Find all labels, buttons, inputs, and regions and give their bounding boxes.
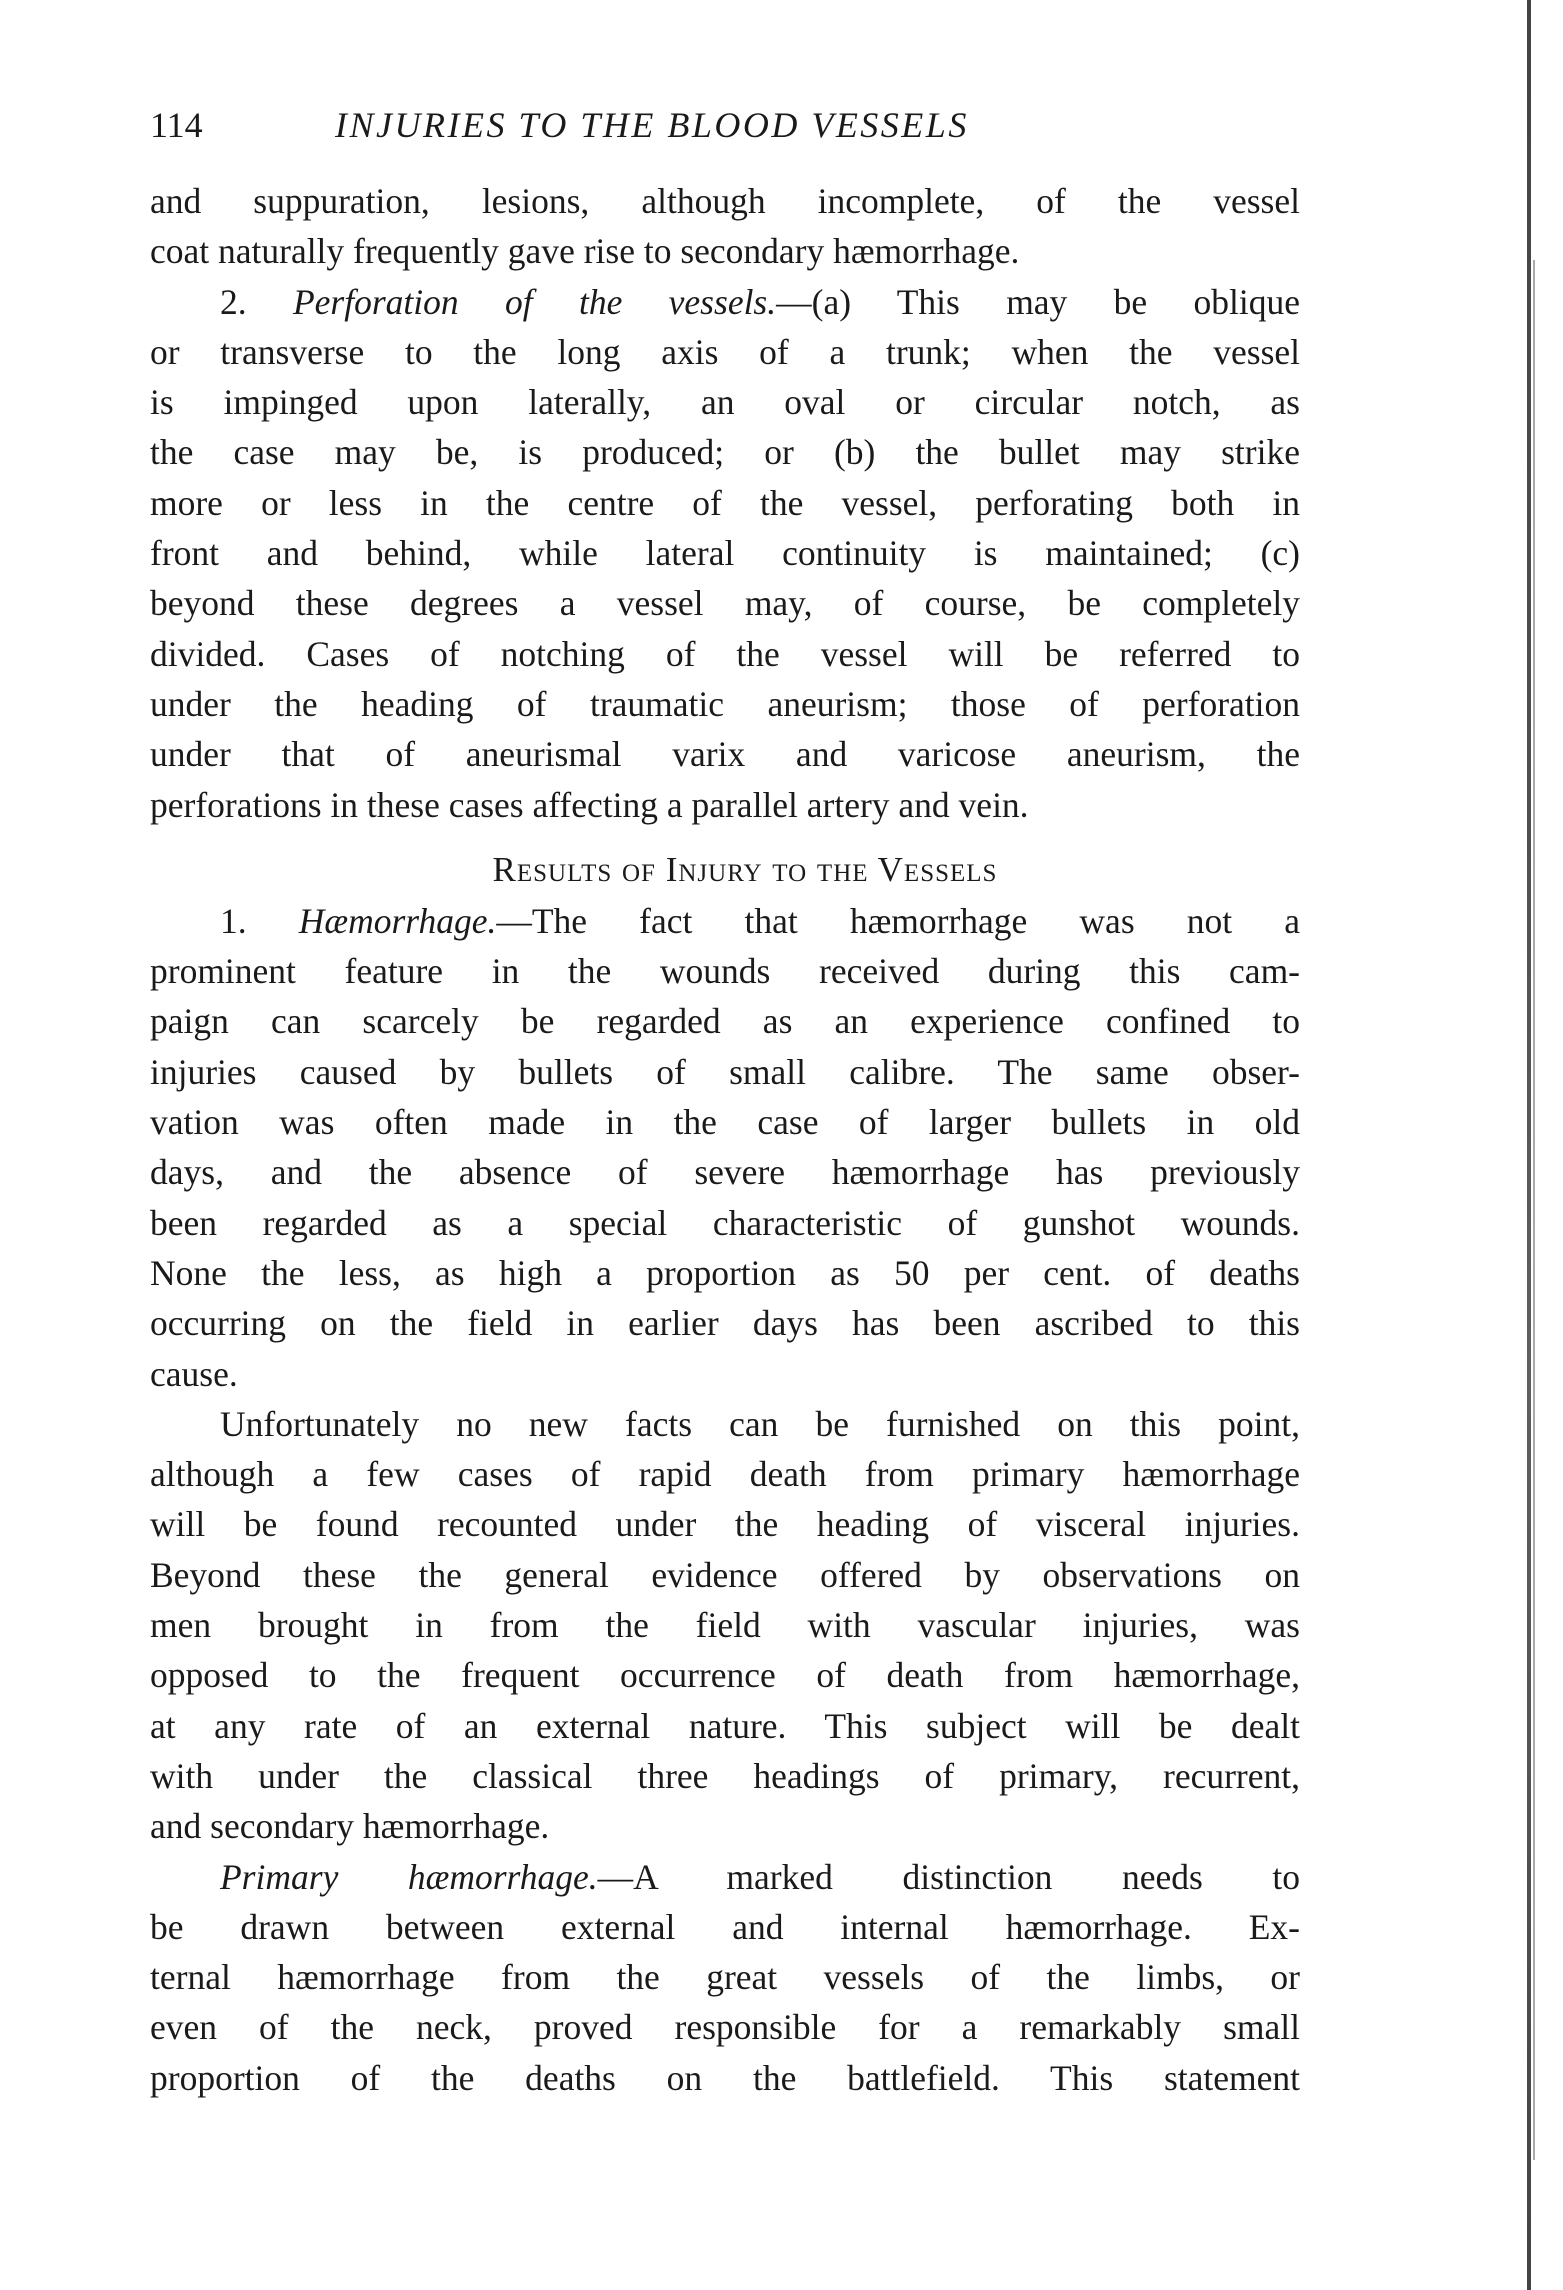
running-head [150, 100, 1300, 150]
text-line: occurring on the field in earlier days has been ascribed to this [150, 1303, 1300, 1344]
italic-lead: Perforation of the vessels. [292, 281, 777, 322]
text-line: the case may be, is produced; or (b) the bullet may strike [150, 432, 1300, 473]
text-line: more or less in the centre of the vessel, perforating both in [150, 482, 1300, 523]
lead-text: —A marked distinction needs to [597, 1856, 1300, 1897]
text-line: and secondary hæmorrhage. [150, 1806, 550, 1847]
list-number: 2. [220, 281, 247, 322]
text-line: at any rate of an external nature. This subject will be dealt [150, 1705, 1300, 1746]
text-line: will be found recounted under the heading of visceral injuries. [150, 1504, 1300, 1545]
text-line: divided. Cases of notching of the vessel will be referred to [150, 633, 1300, 674]
text-line: or transverse to the long axis of a trunk; when the vessel [150, 331, 1300, 372]
text-line: and suppuration, lesions, although incomplete, of the vessel [150, 181, 1300, 221]
text-line: injuries caused by bullets of small calibre. The same obser- [150, 1051, 1300, 1092]
text-line: under that of aneurismal varix and varicose aneurism, the [150, 734, 1300, 775]
paragraph-lead-line [150, 277, 1300, 327]
text-line: although a few cases of rapid death from primary hæmorrhage [150, 1454, 1300, 1495]
paragraph-lead-line [150, 896, 1300, 946]
text-line: Unfortunately no new facts can be furnished on this point, [220, 1403, 1300, 1444]
italic-lead: Primary hæmorrhage. [220, 1856, 598, 1897]
body-text [150, 176, 1300, 2103]
text-line: None the less, as high a proportion as 50 per cent. of deaths [150, 1252, 1300, 1293]
italic-lead: Hæmorrhage. [298, 900, 497, 941]
text-line: days, and the absence of severe hæmorrhage has previously [150, 1152, 1300, 1193]
text-line: been regarded as a special characteristic of gunshot wounds. [150, 1202, 1300, 1243]
text-line: paign can scarcely be regarded as an experience confined to [150, 1001, 1300, 1042]
list-number: 1. [220, 900, 247, 941]
paragraph-lead-line [150, 1852, 1300, 1902]
text-line: cause. [150, 1353, 238, 1394]
text-line: front and behind, while lateral continuity is maintained; (c) [150, 533, 1300, 574]
page-binding-shadow [1533, 260, 1535, 2160]
text-line: proportion of the deaths on the battlefield. This statement [150, 2057, 1300, 2098]
text-line: beyond these degrees a vessel may, of course, be completely [150, 583, 1300, 624]
text-line: vation was often made in the case of larger bullets in old [150, 1102, 1300, 1143]
text-line: be drawn between external and internal hæmorrhage. Ex- [150, 1906, 1300, 1947]
text-line: under the heading of traumatic aneurism; those of perforation [150, 683, 1300, 724]
text-line: opposed to the frequent occurrence of death from hæmorrhage, [150, 1655, 1300, 1696]
lead-text: —The fact that hæmorrhage was not a [496, 900, 1301, 941]
lead-text: —(a) This may be oblique [776, 281, 1300, 322]
text-line: men brought in from the field with vascular injuries, was [150, 1605, 1300, 1646]
text-line: is impinged upon laterally, an oval or circular notch, as [150, 382, 1300, 423]
running-title: INJURIES TO THE BLOOD VESSELS [335, 105, 969, 145]
text-line: even of the neck, proved responsible for a remarkably small [150, 2007, 1300, 2048]
page-number: 114 [150, 105, 203, 145]
section-heading: Results of Injury to the Vessels [492, 849, 998, 889]
text-line: prominent feature in the wounds received during this cam- [150, 951, 1300, 992]
text-line: ternal hæmorrhage from the great vessels of the limbs, or [150, 1957, 1300, 1998]
text-line: Beyond these the general evidence offered by observations on [150, 1554, 1300, 1595]
text-line: coat naturally frequently gave rise to secondary hæmorrhage. [150, 231, 1020, 272]
page-binding-edge [1527, 0, 1531, 2290]
text-line: with under the classical three headings of primary, recurrent, [150, 1755, 1300, 1796]
text-line: perforations in these cases affecting a parallel artery and vein. [150, 784, 1029, 825]
